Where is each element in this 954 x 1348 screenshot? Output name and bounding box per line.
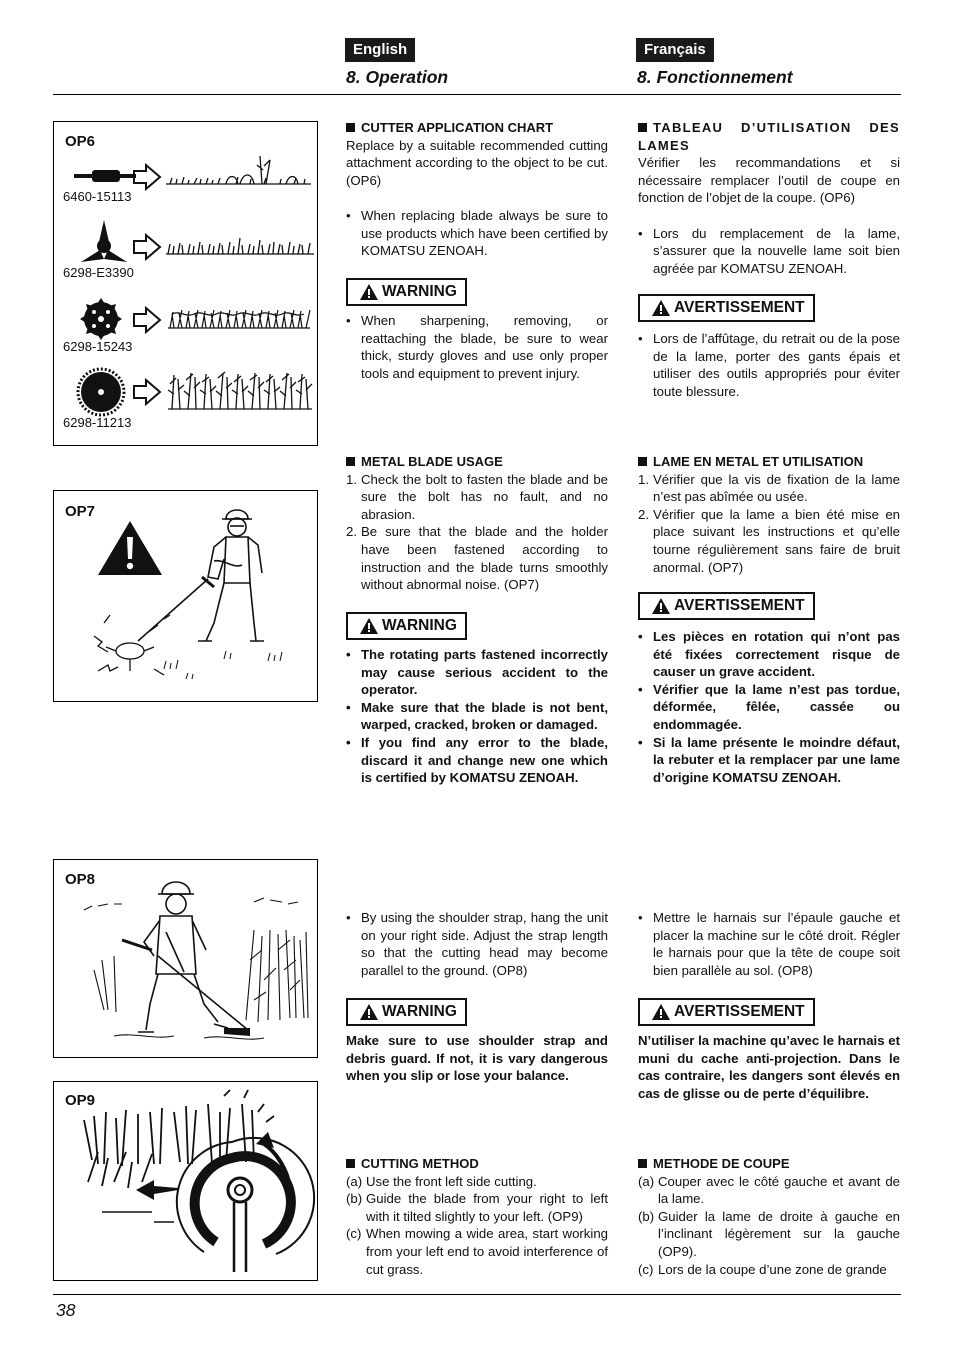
french-cutter-chart-section (638, 119, 900, 277)
warning-badge: AVERTISSEMENT (638, 998, 815, 1026)
list-item: • When sharpening, removing, or reattaching the blade, be sure to wear thick, sturdy gloves and use only proper tools and equipment to prevent injury. (346, 312, 608, 382)
french-warning-1 (638, 330, 900, 400)
list-item: 2. Be sure that the blade and the holder have been fastened according to instruction and the blade turns smoothly without abnormal noise. (OP7) (346, 524, 608, 593)
english-cutting-method-section (346, 1155, 608, 1278)
french-cutting-method-section (638, 1155, 900, 1278)
three-tooth-blade-icon (81, 220, 127, 262)
figure-op6 (53, 121, 318, 446)
language-tab-english: English (345, 38, 415, 62)
list-item: • Lors de l’affûtage, du retrait ou de la pose de la lame, porter des gants épais et utiliser des outils appropriés pour éviter toute blessure. (638, 330, 900, 400)
bullet-list (638, 225, 900, 278)
french-shoulder-strap (638, 909, 900, 979)
section-heading: TABLEAU D’UTILISATION DES LAMES (638, 120, 900, 153)
tall-grass-icon (168, 310, 310, 328)
warning-badge: WARNING (346, 998, 467, 1026)
french-metal-blade-section (638, 453, 900, 576)
list-item: (c) Lors de la coupe d’une zone de grande (638, 1261, 887, 1277)
warning-badge: AVERTISSEMENT (638, 294, 815, 322)
warning-badge: WARNING (346, 612, 467, 640)
list-item: • Les pièces en rotation qui n’ont pas été fixées correctement risque de causer un grave accident. (638, 628, 900, 681)
list-item: • If you find any error to the blade, discard it and change new one which is certified by KOMATSU ZENOAH. (346, 734, 608, 787)
cutter-chart-illustration (54, 122, 317, 445)
figure-label: OP6 (65, 133, 96, 150)
medium-grass-icon (166, 238, 314, 254)
list-item: (a) Use the front left side cutting. (346, 1173, 537, 1189)
figure-op7 (53, 490, 318, 702)
list-item: (a) Couper avec le côté gauche et avant de la lame. (638, 1173, 900, 1207)
figure-label: OP8 (65, 871, 96, 888)
section-heading: LAME EN METAL ET UTILISATION (638, 453, 900, 471)
english-warning-3: Make sure to use shoulder strap and debris guard. If not, it is vary dangerous when you slip or lose your balance. (346, 1033, 608, 1084)
section-title-french: 8. Fonctionnement (637, 67, 793, 87)
arrow-right-icon (134, 308, 160, 332)
square-bullet-icon (346, 1159, 355, 1168)
arrow-right-icon (134, 380, 160, 404)
part-number: 6298-11213 (63, 415, 132, 430)
part-number: 6460-15113 (63, 189, 132, 204)
warning-triangle-icon (360, 618, 378, 634)
cut-grass-lines-icon (102, 1212, 174, 1222)
cutting-method-illustration (54, 1082, 317, 1280)
section-heading: CUTTING METHOD (346, 1155, 608, 1173)
warning-badge: WARNING (346, 278, 467, 306)
english-warning-2 (346, 646, 608, 787)
numbered-list (346, 471, 608, 594)
arrow-right-icon (134, 165, 160, 189)
list-item: • Vérifier que la lame n’est pas tordue, déformée, fêlée, cassée ou endommagée. (638, 681, 900, 734)
french-warning-3: N’utiliser la machine qu’avec le harnais et muni du cache anti-projection. Dans le cas contraire, les dangers sont élevés en cas de glisse ou de perte d’équilibre. (638, 1033, 900, 1101)
square-bullet-icon (638, 123, 647, 132)
arrow-right-icon (134, 235, 160, 259)
warning-triangle-icon (652, 1004, 670, 1020)
trimmer-guard-icon (224, 1028, 250, 1036)
nylon-cutter-head-icon (74, 170, 136, 182)
language-tab-french: Français (636, 38, 714, 62)
arrow-left-icon (136, 1180, 178, 1200)
list-item: 2. Vérifier que la lame a bien été mise en place suivant les instructions et qu’elle tourne régulièrement sans faire de bruit anormal. (OP7) (638, 506, 900, 575)
list-item: 1. Vérifier que la vis de fixation de la lame n’est pas abîmée ou usée. (638, 471, 900, 505)
english-cutter-chart-section (346, 119, 608, 260)
warning-triangle-icon (652, 300, 670, 316)
brush-icon (168, 372, 312, 409)
english-shoulder-strap (346, 909, 608, 979)
list-item: • Mettre le harnais sur l’épaule gauche et placer la machine sur le côté droit. Régler le harnais pour que la tête de coupe soit bien parallèle au sol. (OP8) (638, 909, 900, 979)
operator-blade-inspection-illustration (54, 491, 317, 701)
section-heading: METHODE DE COUPE (638, 1155, 900, 1173)
square-bullet-icon (638, 457, 647, 466)
warning-triangle-icon (360, 1004, 378, 1020)
warning-triangle-icon (98, 521, 162, 575)
list-item: • When replacing blade always be sure to use products which have been certified by KOMATSU ZENOAH. (346, 207, 608, 260)
figure-op9 (53, 1081, 318, 1281)
blade-guard-icon (177, 1138, 314, 1272)
short-grass-icon (166, 156, 311, 184)
operator-shoulder-strap-illustration (54, 860, 317, 1057)
list-item: • By using the shoulder strap, hang the unit on your right side. Adjust the strap length so that the cutting head may become parallel to the ground. (OP8) (346, 909, 608, 979)
figure-label: OP7 (65, 503, 96, 520)
part-number: 6298-15243 (63, 339, 133, 354)
french-warning-2 (638, 628, 900, 786)
header-rule (53, 94, 901, 95)
english-warning-1 (346, 312, 608, 382)
eight-tooth-blade-icon (80, 298, 122, 340)
list-item: 1. Check the bolt to fasten the blade and be sure the bolt has no fault, and no abrasion. (346, 471, 608, 522)
figure-op8 (53, 859, 318, 1058)
saw-blade-icon (78, 369, 124, 415)
section-title-english: 8. Operation (346, 67, 449, 87)
trimmer-head-sparks-icon (94, 615, 170, 675)
english-metal-blade-section (346, 453, 608, 594)
section-heading: METAL BLADE USAGE (346, 453, 608, 471)
bullet-list (346, 207, 608, 260)
lettered-list (346, 1173, 608, 1279)
operator-figure (138, 510, 264, 641)
list-item: • Make sure that the blade is not bent, warped, cracked, broken or damaged. (346, 699, 608, 734)
list-item: (b) Guide the blade from your right to left with it tilted slightly to your left. (OP9) (346, 1191, 608, 1224)
list-item: (b) Guider la lame de droite à gauche en l’inclinant légèrement sur la gauche (OP9). (638, 1208, 900, 1259)
paragraph: Vérifier les recommandations et si nécessaire remplacer l’outil de coupe en fonction de l’objet de la coupe. (OP6) (638, 155, 900, 206)
square-bullet-icon (346, 457, 355, 466)
warning-triangle-icon (652, 598, 670, 614)
figure-label: OP9 (65, 1092, 96, 1109)
grass-tufts-icon (164, 651, 282, 679)
lettered-list (638, 1173, 900, 1279)
part-number: 6298-E3390 (63, 265, 134, 280)
warning-badge: AVERTISSEMENT (638, 592, 815, 620)
numbered-list (638, 471, 900, 577)
square-bullet-icon (638, 1159, 647, 1168)
operator-figure (122, 882, 248, 1032)
square-bullet-icon (346, 123, 355, 132)
section-heading: CUTTER APPLICATION CHART (346, 119, 608, 137)
list-item: • The rotating parts fastened incorrectly may cause serious accident to the operator. (346, 646, 608, 699)
warning-triangle-icon (360, 284, 378, 300)
list-item: • Lors du remplacement de la lame, s’assurer que la nouvelle lame soit bien agréée par KOMATSU ZENOAH. (638, 225, 900, 278)
paragraph: Replace by a suitable recommended cutting attachment according to the object to be cut. (OP6) (346, 137, 608, 188)
list-item: • Si la lame présente le moindre défaut, la rebuter et la remplacer par une lame d’origine KOMATSU ZENOAH. (638, 734, 900, 787)
page-number: 38 (56, 1300, 76, 1320)
list-item: (c) When mowing a wide area, start working from your left end to avoid interference of cut grass. (346, 1226, 608, 1277)
footer-rule (53, 1294, 901, 1295)
